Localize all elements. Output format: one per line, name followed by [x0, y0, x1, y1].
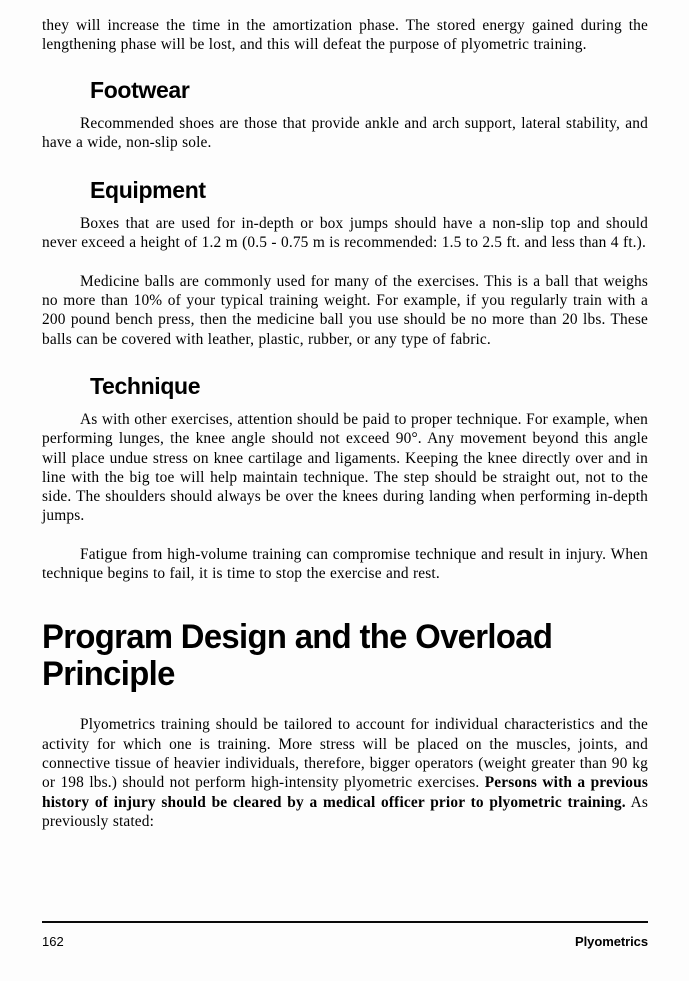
intro-paragraph: they will increase the time in the amortization phase. The stored energy gained during the lengthening phase will be lost, and this will defeat the purpose of plyometric training. — [42, 17, 648, 54]
chapter-paragraph-lead: Plyometrics training should be tailored to account for individual characteristics and the activity for which one is training. More stress will be placed on the muscles, joints, and connective tissue of heavier individuals, therefore, bigger operators (weight greater than 90 kg or 198 lbs.) should not perform high-intensity plyometric exercises. — [42, 716, 648, 792]
technique-paragraph-2: Fatigue from high-volume training can compromise technique and result in injury. When technique begins to fail, it is time to stop the exercise and rest. — [42, 545, 648, 583]
footer-divider — [42, 921, 648, 923]
footwear-paragraph-1: Recommended shoes are those that provide ankle and arch support, lateral stability, and have a wide, non-slip sole. — [42, 114, 648, 151]
technique-paragraph-1: As with other exercises, attention should be paid to proper technique. For example, when performing lunges, the knee angle should not exceed 90°. Any movement beyond this angle will place undue stress on knee cartilage and ligaments. Keeping the knee directly over and in line with the big toe will help maintain technique. The step should be straight out, not to the side. The shoulders should always be over the knees during landing when performing in-depth jumps. — [42, 410, 648, 525]
section-heading-technique: Technique — [90, 372, 201, 399]
equipment-paragraph-2: Medicine balls are commonly used for many of the exercises. This is a ball that weighs no more than 10% of your typical training weight. For example, if you regularly train with a 200 pound bench press, then the medicine ball you use should be no more than 20 lbs. These balls can be covered with leather, plastic, rubber, or any type of fabric. — [42, 272, 648, 348]
section-heading-equipment: Equipment — [90, 177, 206, 204]
chapter-paragraph-bold: Persons with a previous history of injury should be cleared by a medical officer prior to plyometric training. — [42, 774, 648, 811]
footer-running-title: Plyometrics — [575, 934, 648, 949]
footer-page-number: 162 — [42, 934, 64, 949]
section-heading-footwear: Footwear — [90, 76, 190, 103]
chapter-heading-wrapper — [42, 619, 648, 693]
section-footwear — [42, 77, 648, 103]
section-equipment — [42, 177, 648, 203]
chapter-paragraph — [42, 715, 648, 831]
chapter-paragraph-tail: As previously stated: — [42, 793, 648, 830]
equipment-paragraph-1: Boxes that are used for in-depth or box jumps should have a non-slip top and should never exceed a height of 1.2 m (0.5 - 0.75 m is recommended: 1.5 to 2.5 ft. and less than 4 ft.). — [42, 215, 648, 252]
page-content — [42, 16, 648, 831]
page-footer — [42, 934, 648, 949]
section-technique — [42, 373, 648, 399]
chapter-heading: Program Design and the Overload Principle — [42, 618, 553, 694]
